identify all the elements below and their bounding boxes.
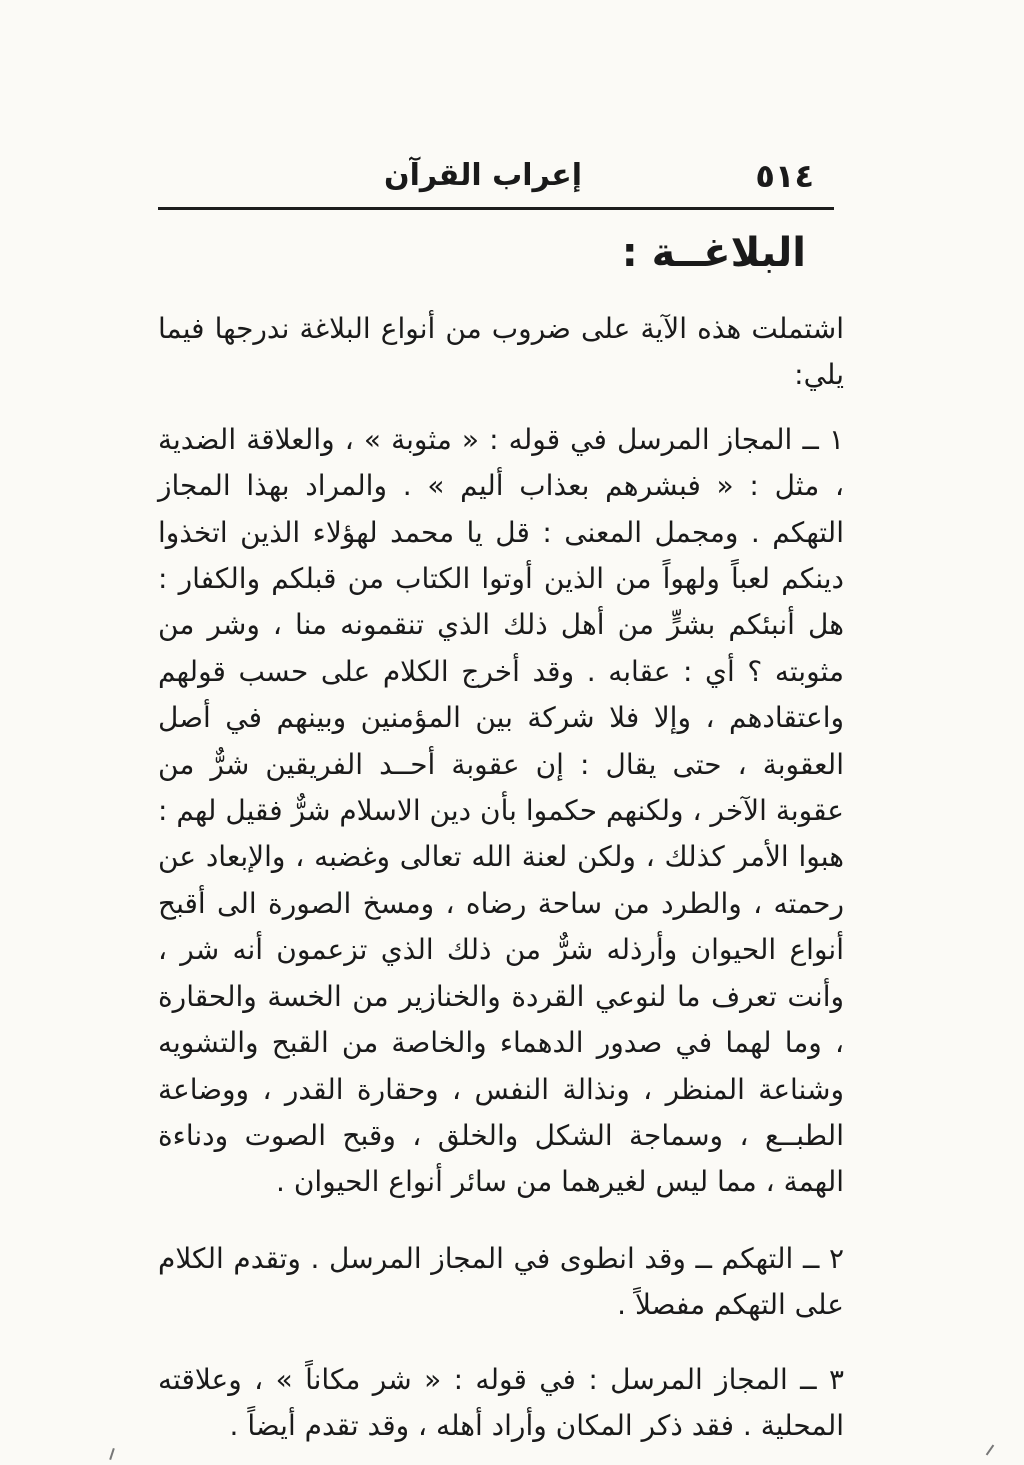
item-number: ٣ ــ [800,1362,844,1396]
item-text: المجاز المرسل : في قوله : « شر مكاناً » ، وعلاقته المحلية . فقد ذكر المكان وأراد أهله ، وقد تقدم أيضاً . [158,1362,844,1442]
scan-mark [109,1448,115,1460]
header-rule [158,207,834,210]
rhetoric-item-3 [158,1357,844,1450]
item-text: التهكم ــ وقد انطوى في المجاز المرسل . وتقدم الكلام على التهكم مفصلاً . [158,1241,844,1322]
scan-mark [986,1445,995,1456]
rhetoric-item-1 [158,417,844,1206]
item-number: ١ ــ [802,422,845,456]
intro-paragraph: اشتملت هذه الآية على ضروب من أنواع البلاغة ندرجها فيما يلي: [158,312,844,392]
item-text: المجاز المرسل في قوله : « مثوبة » ، والعلاقة الضدية ، مثل : « فبشرهم بعذاب أليم » . والمراد بهذا المجاز التهكم . ومجمل المعنى : قل يا محمد لهؤلاء الذين اتخذوا دينكم لعباً ولهواً من الذين أوتوا الكتاب من قبلكم والكفار : هل أنبئكم بشرٍّ من أهل ذلك الذي تنقمونه منا ، وشر من مثوبته ؟ أي : عقابه . وقد أخرج الكلام على حسب قولهم واعتقادهم ، وإلا فلا شركة بين المؤمنين وبينهم في أصل العقوبة ، حتى يقال : إن عقوبة أحــد الفريقين شرٌّ من عقوبة الآخر ، ولكنهم حكموا بأن دين الاسلام شرٌّ فقيل لهم : هبوا الأمر كذلك ، ولكن لعنة الله تعالى وغضبه ، والإبعاد عن رحمته ، والطرد من ساحة رضاه ، ومسخ الصورة الى أقبح أنواع الحيوان وأرذله شرٌّ من ذلك الذي تزعمون أنه شر ، وأنت تعرف ما لنوعي القردة والخنازير من الخسة والحقارة ، وما لهما في صدور الدهماء والخاصة من القبح والتشويه وشناعة المنظر ، ونذالة النفس ، وحقارة القدر ، ووضاعة الطبــع ، وسماجة الشكل والخلق ، وقبح الصوت ودناءة الهمة ، مما ليس لغيرهما من سائر أنواع الحيوان . [158,422,844,1199]
section-heading: البلاغــة : [621,230,806,276]
running-header [158,150,834,202]
page-number: ٥١٤ [755,157,814,195]
item-number: ٢ ــ [802,1241,844,1275]
main-text [158,306,844,1449]
rhetoric-item-2 [158,1236,844,1329]
book-title: إعراب القرآن [383,158,582,193]
